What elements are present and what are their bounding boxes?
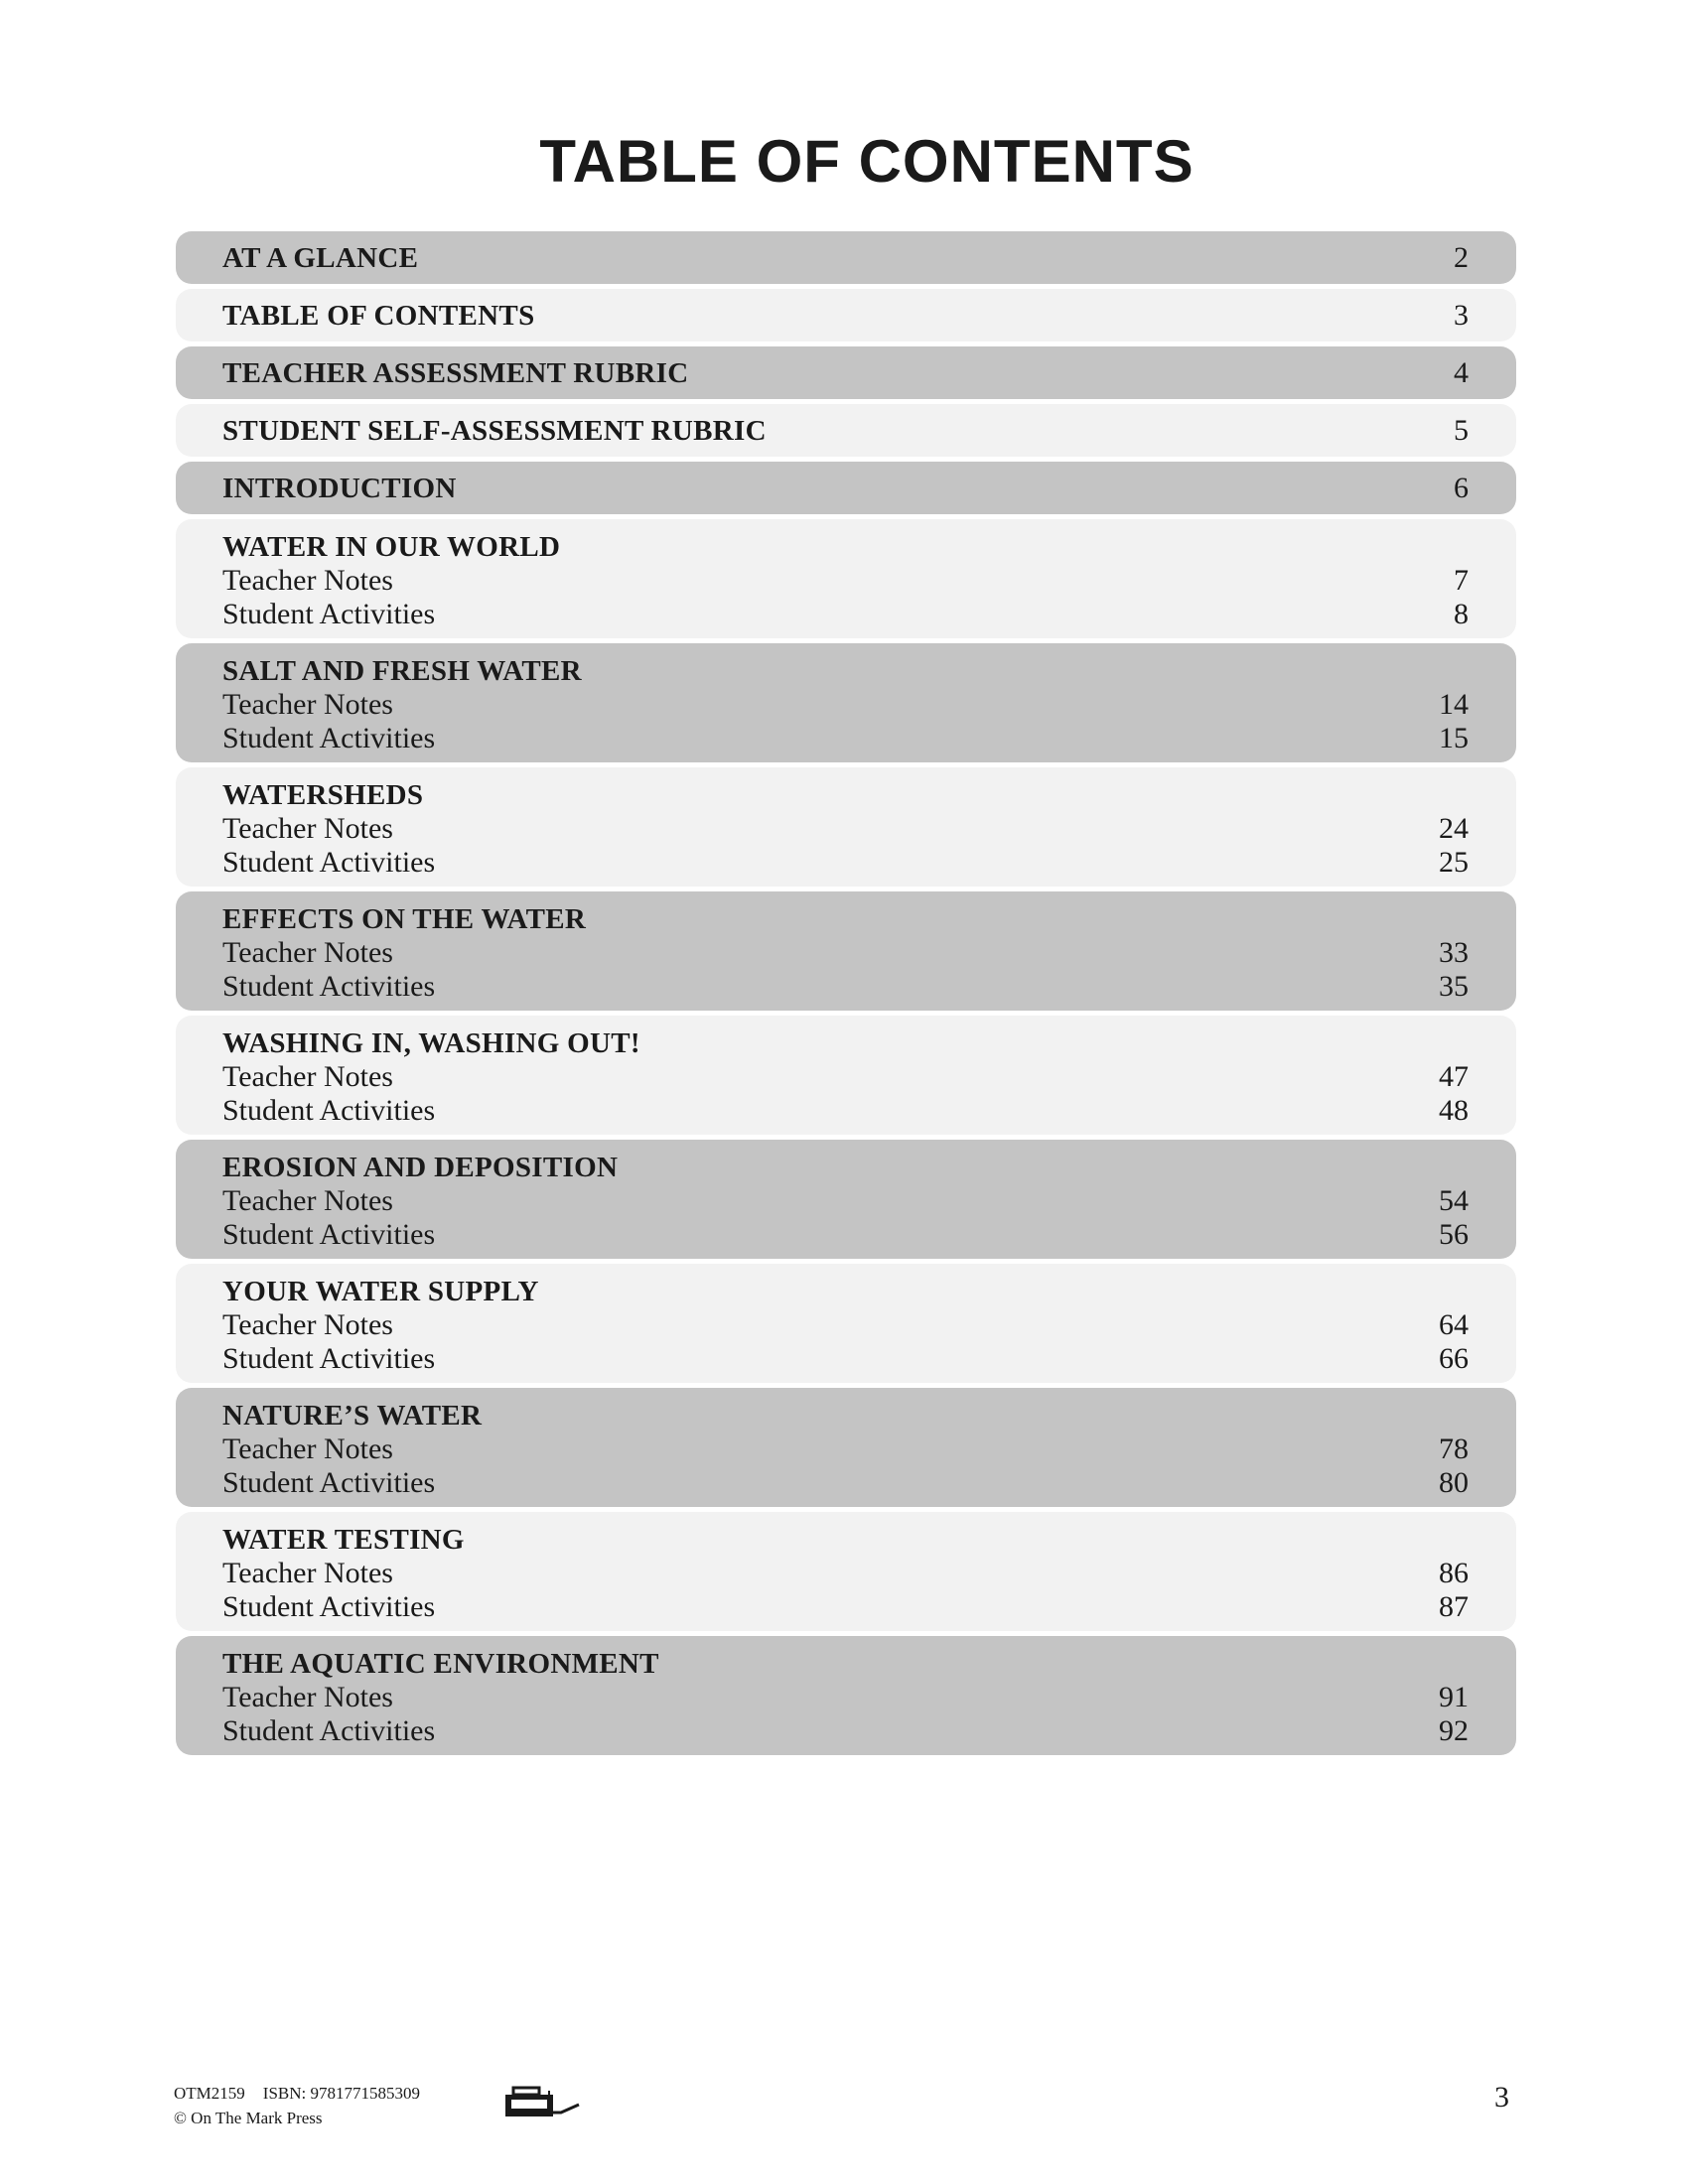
toc-entry-label: Teacher Notes: [222, 936, 393, 969]
toc-entry-label: Student Activities: [222, 1094, 436, 1127]
toc-entry[interactable]: [222, 970, 1469, 1004]
toc-section-erosion-and-deposition[interactable]: [176, 1140, 1516, 1259]
toc-section-heading: WASHING IN, WASHING OUT!: [222, 1027, 640, 1059]
toc-page-number: 64: [1439, 1308, 1469, 1341]
toc-entry[interactable]: [222, 722, 1469, 755]
toc-section-salt-and-fresh-water[interactable]: [176, 643, 1516, 762]
toc-page-number: 15: [1439, 722, 1469, 754]
toc-section-water-in-our-world[interactable]: [176, 519, 1516, 638]
toc-page-number: 91: [1439, 1681, 1469, 1713]
toc-entry[interactable]: [222, 688, 1469, 722]
toc-row-introduction[interactable]: [176, 462, 1516, 514]
toc-entry-label: Teacher Notes: [222, 1433, 393, 1465]
copyright: © On The Mark Press: [174, 2109, 323, 2127]
printer-logo-icon: [501, 2083, 581, 2122]
toc-entry[interactable]: [222, 936, 1469, 970]
toc-page-number: 86: [1439, 1557, 1469, 1589]
toc-entry[interactable]: [222, 846, 1469, 880]
toc-section-heading: EROSION AND DEPOSITION: [222, 1152, 619, 1183]
toc-row-teacher-assessment-rubric[interactable]: [176, 346, 1516, 399]
toc-page-number: 2: [1454, 240, 1469, 274]
toc-entry-label: Teacher Notes: [222, 1060, 393, 1093]
toc-page-number: 92: [1439, 1714, 1469, 1747]
toc-entry-label: Teacher Notes: [222, 1557, 393, 1589]
toc-entry[interactable]: [222, 1308, 1469, 1342]
toc-section-heading: NATURE’S WATER: [222, 1400, 483, 1432]
toc-heading: STUDENT SELF-ASSESSMENT RUBRIC: [222, 414, 767, 447]
toc-section-heading: EFFECTS ON THE WATER: [222, 903, 587, 935]
toc-page-number: 56: [1439, 1218, 1469, 1251]
toc-entry-label: Teacher Notes: [222, 1308, 393, 1341]
toc-page-number: 35: [1439, 970, 1469, 1003]
toc-page-number: 4: [1454, 355, 1469, 389]
toc-entry[interactable]: [222, 1557, 1469, 1590]
page-number: 3: [1494, 2081, 1509, 2114]
toc-entry[interactable]: [222, 598, 1469, 631]
toc-page-number: 66: [1439, 1342, 1469, 1375]
toc-heading: TABLE OF CONTENTS: [222, 299, 535, 332]
toc-section-water-testing[interactable]: [176, 1512, 1516, 1631]
toc-page-number: 48: [1439, 1094, 1469, 1127]
toc-page-number: 7: [1454, 564, 1469, 597]
toc-entry-label: Student Activities: [222, 846, 436, 879]
toc-entry[interactable]: [222, 1714, 1469, 1748]
toc-entry[interactable]: [222, 1433, 1469, 1466]
toc-page-number: 33: [1439, 936, 1469, 969]
toc-entry[interactable]: [222, 1184, 1469, 1218]
toc-heading: INTRODUCTION: [222, 472, 457, 504]
toc-entry[interactable]: [222, 1466, 1469, 1500]
toc-section-your-water-supply[interactable]: [176, 1264, 1516, 1383]
toc-entry-label: Student Activities: [222, 1466, 436, 1499]
toc-entry[interactable]: [222, 1590, 1469, 1624]
toc-page-number: 78: [1439, 1433, 1469, 1465]
toc-entry[interactable]: [222, 1060, 1469, 1094]
toc-section-heading: THE AQUATIC ENVIRONMENT: [222, 1648, 659, 1680]
toc-entry-label: Student Activities: [222, 722, 436, 754]
table-of-contents: [176, 231, 1516, 1760]
toc-section-natures-water[interactable]: [176, 1388, 1516, 1507]
toc-page-number: 80: [1439, 1466, 1469, 1499]
toc-section-effects-on-the-water[interactable]: [176, 891, 1516, 1011]
toc-page-number: 8: [1454, 598, 1469, 630]
toc-section-heading: WATER TESTING: [222, 1524, 465, 1556]
toc-row-at-a-glance[interactable]: [176, 231, 1516, 284]
toc-page-number: 24: [1439, 812, 1469, 845]
toc-section-heading: WATERSHEDS: [222, 779, 424, 811]
page-title: TABLE OF CONTENTS: [539, 128, 1195, 195]
toc-entry[interactable]: [222, 1218, 1469, 1252]
toc-section-heading: SALT AND FRESH WATER: [222, 655, 582, 687]
toc-entry[interactable]: [222, 564, 1469, 598]
toc-entry-label: Teacher Notes: [222, 564, 393, 597]
toc-page-number: 3: [1454, 298, 1469, 332]
toc-page-number: 87: [1439, 1590, 1469, 1623]
toc-entry-label: Student Activities: [222, 970, 436, 1003]
toc-entry-label: Teacher Notes: [222, 1681, 393, 1713]
toc-section-the-aquatic-environment[interactable]: [176, 1636, 1516, 1755]
isbn: ISBN: 9781771585309: [262, 2084, 420, 2103]
toc-entry-label: Teacher Notes: [222, 688, 393, 721]
toc-entry-label: Student Activities: [222, 1714, 436, 1747]
toc-section-watersheds[interactable]: [176, 767, 1516, 887]
toc-row-student-self-assessment-rubric[interactable]: [176, 404, 1516, 457]
toc-entry-label: Student Activities: [222, 1342, 436, 1375]
toc-page-number: 47: [1439, 1060, 1469, 1093]
toc-entry-label: Student Activities: [222, 1590, 436, 1623]
toc-section-heading: WATER IN OUR WORLD: [222, 531, 561, 563]
toc-entry-label: Student Activities: [222, 1218, 436, 1251]
page-footer: [174, 2081, 438, 2130]
toc-page-number: 54: [1439, 1184, 1469, 1217]
toc-page-number: 14: [1439, 688, 1469, 721]
toc-entry[interactable]: [222, 1342, 1469, 1376]
toc-entry[interactable]: [222, 1094, 1469, 1128]
toc-row-table-of-contents[interactable]: [176, 289, 1516, 341]
toc-heading: TEACHER ASSESSMENT RUBRIC: [222, 356, 689, 389]
toc-entry[interactable]: [222, 1681, 1469, 1714]
footer-code-line: [174, 2081, 438, 2106]
toc-section-heading: YOUR WATER SUPPLY: [222, 1276, 539, 1307]
toc-entry-label: Student Activities: [222, 598, 436, 630]
toc-entry-label: Teacher Notes: [222, 1184, 393, 1217]
product-code: OTM2159: [174, 2084, 245, 2103]
toc-section-washing-in-washing-out[interactable]: [176, 1016, 1516, 1135]
toc-page-number: 25: [1439, 846, 1469, 879]
toc-heading: AT A GLANCE: [222, 241, 419, 274]
toc-entry-label: Teacher Notes: [222, 812, 393, 845]
toc-entry[interactable]: [222, 812, 1469, 846]
toc-page-number: 5: [1454, 413, 1469, 447]
toc-page-number: 6: [1454, 471, 1469, 504]
